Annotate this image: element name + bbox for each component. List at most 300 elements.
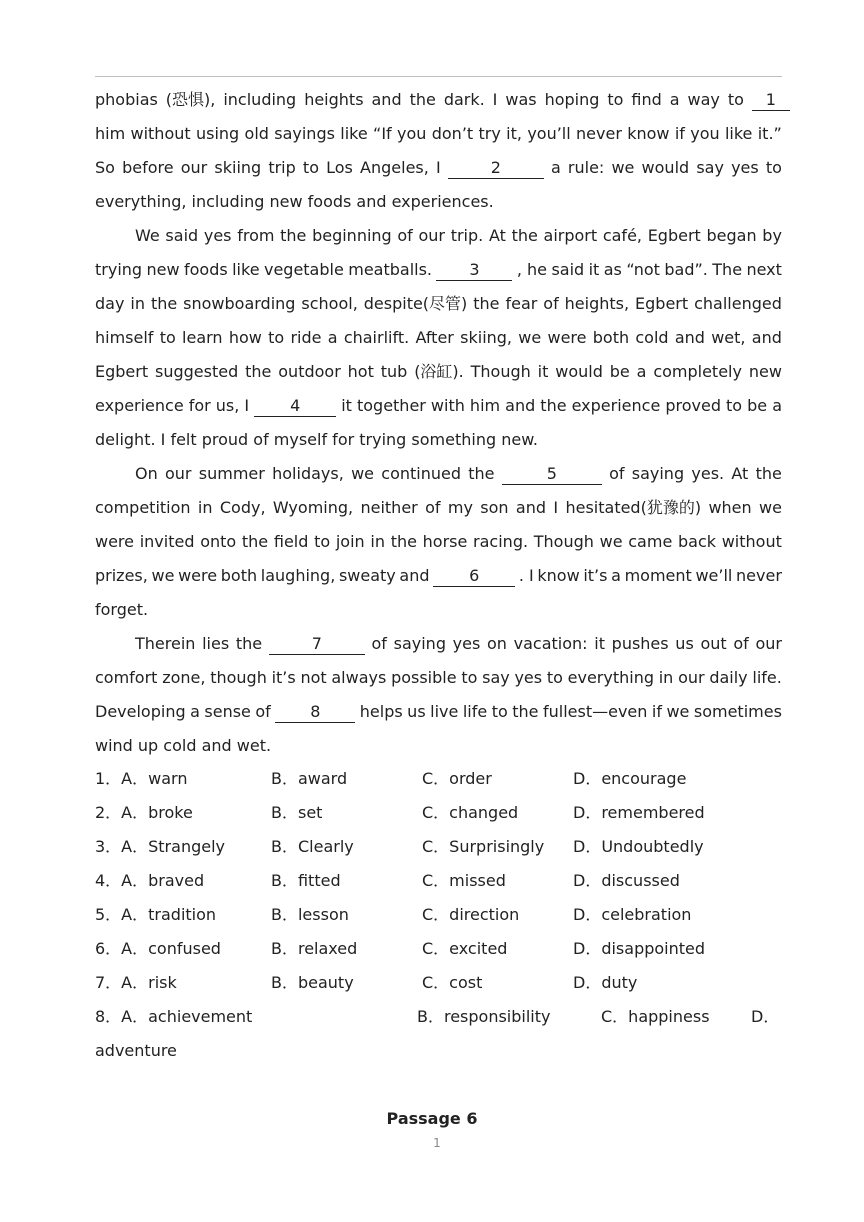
word: it’s: [583, 566, 608, 585]
word: phobias: [95, 90, 158, 109]
word: Cody,: [219, 498, 266, 517]
word: sometimes: [693, 702, 782, 721]
option-c: C．cost: [422, 973, 483, 992]
word: helps: [359, 702, 403, 721]
word: I: [492, 90, 498, 109]
word: don’t: [431, 124, 474, 143]
word: skiing,: [460, 328, 513, 347]
word: yes: [452, 634, 481, 653]
word: to: [491, 702, 508, 721]
word: Los: [326, 158, 353, 177]
word: be: [609, 362, 630, 381]
word: was: [505, 90, 537, 109]
word: in: [130, 294, 145, 313]
word: and: [751, 328, 782, 347]
answer-blank: 2: [448, 158, 544, 179]
option-b: B．Clearly: [271, 837, 354, 856]
word: the: [755, 464, 782, 483]
word: before: [122, 158, 174, 177]
word: “not: [626, 260, 660, 279]
word: the: [540, 396, 567, 415]
word: it,: [506, 124, 522, 143]
word: try: [478, 124, 501, 143]
word: though: [210, 668, 267, 687]
word: comfort: [95, 668, 158, 687]
passage-line: [95, 117, 782, 151]
word: a: [550, 158, 561, 177]
word: Wyoming,: [272, 498, 354, 517]
question-row: [95, 1034, 782, 1068]
word: the: [150, 294, 178, 313]
word: of: [255, 702, 271, 721]
word: in: [370, 532, 385, 551]
word: rule:: [567, 158, 605, 177]
passage-line: [95, 491, 782, 525]
word: zone,: [162, 668, 206, 687]
option-c: C．Surprisingly: [422, 837, 545, 856]
answer-blank: 6: [433, 566, 515, 587]
word: a: [190, 702, 200, 721]
word: say: [696, 158, 724, 177]
option-b: B．beauty: [271, 973, 354, 992]
option-d: D．celebration: [573, 905, 692, 924]
word: lies: [202, 634, 230, 653]
word: school,: [301, 294, 358, 313]
passage-line: [95, 219, 782, 253]
word: racing.: [473, 532, 529, 551]
word: him: [469, 396, 501, 415]
word: saying: [631, 464, 685, 483]
answer-blank: 1: [752, 90, 790, 111]
word: outdoor: [278, 362, 341, 381]
word: sense: [204, 702, 251, 721]
word: began: [706, 226, 757, 245]
word: sweaty: [338, 566, 396, 585]
word: a: [772, 396, 782, 415]
word: the: [473, 294, 500, 313]
word: said: [551, 260, 585, 279]
word: in: [658, 668, 674, 687]
question-row: [95, 966, 782, 1000]
word: our: [180, 158, 208, 177]
word: beginning: [312, 226, 392, 245]
word: Egbert: [95, 362, 149, 381]
word: to: [607, 90, 624, 109]
word: the: [280, 226, 307, 245]
word: both: [592, 328, 630, 347]
word: So: [95, 158, 115, 177]
word: daily: [709, 668, 748, 687]
word: were: [178, 566, 218, 585]
word: the: [409, 90, 436, 109]
word: using: [195, 124, 240, 143]
word: field: [273, 532, 309, 551]
word: to: [765, 158, 782, 177]
word: the: [512, 702, 539, 721]
passage-line: forget.: [95, 600, 149, 619]
word: hesitated(犹豫的): [565, 498, 702, 517]
option-b: B．set: [271, 803, 323, 822]
word: of: [609, 464, 625, 483]
question-row: [95, 762, 782, 796]
question-row: [95, 864, 782, 898]
word: way: [687, 90, 720, 109]
word: it: [588, 260, 600, 279]
word: Though: [470, 362, 531, 381]
word: say: [482, 668, 510, 687]
word: fullest—even: [542, 702, 648, 721]
option-c: C．direction: [422, 905, 520, 924]
word: we: [151, 566, 175, 585]
passage-line: [95, 695, 782, 729]
word: together: [356, 396, 426, 415]
word: like: [232, 260, 260, 279]
word: if: [674, 124, 685, 143]
word: challenged: [694, 294, 782, 313]
option-c: C．changed: [422, 803, 519, 822]
word: trying: [95, 260, 143, 279]
option-c: C．order: [422, 769, 492, 788]
option-d: D．duty: [573, 973, 638, 992]
word: wet,: [711, 328, 746, 347]
word: it: [341, 396, 352, 415]
passage-line: delight. I felt proud of myself for trying something new.: [95, 430, 538, 449]
word: the: [241, 532, 269, 551]
word: of: [543, 294, 559, 313]
word: horse: [422, 532, 468, 551]
question-row: [95, 898, 782, 932]
word: airport: [543, 226, 598, 245]
word: never: [736, 566, 782, 585]
answer-blank: 4: [254, 396, 336, 417]
passage-line: wind up cold and wet.: [95, 736, 272, 755]
word: we: [666, 702, 690, 721]
word: us,: [215, 396, 240, 415]
option-a: 5．A．tradition: [95, 905, 217, 924]
word: café,: [602, 226, 642, 245]
answer-blank: 8: [275, 702, 355, 723]
word: us: [407, 702, 426, 721]
option-a: 1．A．warn: [95, 769, 188, 788]
passage-line: [95, 559, 782, 593]
passage-text: [95, 83, 782, 763]
option-a: 8．A．achievement: [95, 1007, 253, 1026]
word: the: [390, 532, 417, 551]
word: completely: [653, 362, 742, 381]
answer-blank: 3: [436, 260, 512, 281]
passage-line: [95, 287, 782, 321]
word: our: [418, 226, 446, 245]
word: we: [599, 532, 623, 551]
word: when: [708, 498, 752, 517]
word: it.”: [757, 124, 782, 143]
word: like: [340, 124, 368, 143]
word: (浴缸).: [414, 362, 464, 381]
word: to: [302, 158, 319, 177]
word: him: [95, 124, 126, 143]
option-b: B．fitted: [271, 871, 341, 890]
word: the: [245, 362, 272, 381]
option-a: 2．A．broke: [95, 803, 193, 822]
passage-line: [95, 457, 782, 491]
word: like: [724, 124, 753, 143]
option-b: B．relaxed: [271, 939, 358, 958]
word: despite(尽管): [363, 294, 468, 313]
word: our: [678, 668, 705, 687]
word: a: [327, 328, 338, 347]
option-b: B．lesson: [271, 905, 349, 924]
page-number: 1: [433, 1136, 441, 1150]
word: we: [759, 498, 782, 517]
option-a: 4．A．braved: [95, 871, 205, 890]
word: a: [611, 566, 621, 585]
word: we’ll: [695, 566, 733, 585]
word: of: [733, 634, 749, 653]
option-d-continued: adventure: [95, 1041, 177, 1060]
word: including: [223, 90, 297, 109]
word: hot: [347, 362, 374, 381]
word: know: [627, 124, 670, 143]
word: us: [675, 634, 694, 653]
answer-blank: 7: [269, 634, 365, 655]
word: with: [430, 396, 465, 415]
option-a: 3．A．Strangely: [95, 837, 225, 856]
passage-line: [95, 389, 782, 423]
word: sayings: [274, 124, 335, 143]
word: and: [371, 90, 402, 109]
option-a: 6．A．confused: [95, 939, 221, 958]
word: in: [197, 498, 213, 517]
word: came: [628, 532, 673, 551]
word: “If: [373, 124, 392, 143]
passage-line: [95, 83, 790, 117]
word: holidays,: [272, 464, 344, 483]
word: (恐惧),: [165, 90, 216, 109]
word: it: [594, 634, 605, 653]
word: we: [351, 464, 374, 483]
option-b: B．award: [271, 769, 348, 788]
word: Angeles,: [360, 158, 429, 177]
word: would: [555, 362, 603, 381]
option-d: D．encourage: [573, 769, 687, 788]
word: ride: [290, 328, 322, 347]
word: you’ll: [527, 124, 571, 143]
word: heights: [304, 90, 364, 109]
word: of: [371, 634, 387, 653]
question-row: [95, 932, 782, 966]
word: find: [631, 90, 662, 109]
option-d: D．: [751, 1007, 780, 1026]
word: summer: [198, 464, 265, 483]
word: would: [641, 158, 690, 177]
word: moment: [624, 566, 692, 585]
word: it’s: [271, 668, 296, 687]
word: pushes: [611, 634, 669, 653]
word: always: [331, 668, 387, 687]
word: heights,: [564, 294, 630, 313]
word: invited: [139, 532, 195, 551]
word: hoping: [544, 90, 600, 109]
word: without: [721, 532, 782, 551]
word: of: [397, 226, 413, 245]
option-b: B．responsibility: [417, 1007, 551, 1026]
word: tub: [380, 362, 408, 381]
word: a: [669, 90, 680, 109]
option-c: C．missed: [422, 871, 506, 890]
word: experience: [571, 396, 661, 415]
word: new: [146, 260, 180, 279]
word: to: [314, 532, 331, 551]
word: son: [480, 498, 509, 517]
word: yes.: [691, 464, 725, 483]
question-row: [95, 796, 782, 830]
word: my: [447, 498, 473, 517]
word: we: [518, 328, 542, 347]
word: of: [425, 498, 441, 517]
word: Developing: [95, 702, 186, 721]
word: were: [547, 328, 587, 347]
option-a: 7．A．risk: [95, 973, 177, 992]
word: to: [268, 328, 285, 347]
passage-line: [95, 253, 782, 287]
passage-line: [95, 661, 782, 695]
word: and: [505, 396, 536, 415]
word: yes: [731, 158, 759, 177]
word: new: [748, 362, 782, 381]
word: a: [636, 362, 647, 381]
word: continued: [381, 464, 461, 483]
word: life: [462, 702, 488, 721]
word: Therein: [135, 634, 196, 653]
word: I: [435, 158, 441, 177]
word: At: [488, 226, 506, 245]
answer-options: [95, 762, 782, 1068]
word: snowboarding: [183, 294, 296, 313]
word: old: [244, 124, 269, 143]
question-row: [95, 1000, 782, 1034]
word: by: [762, 226, 782, 245]
word: suggested: [155, 362, 239, 381]
word: were: [95, 532, 134, 551]
word: vacation:: [513, 634, 588, 653]
word: bad”.: [664, 260, 708, 279]
word: our: [165, 464, 192, 483]
word: our: [755, 634, 782, 653]
word: to: [726, 396, 743, 415]
word: you: [397, 124, 427, 143]
option-d: D．disappointed: [573, 939, 706, 958]
word: the: [468, 464, 495, 483]
passage-title: Passage 6: [386, 1109, 478, 1128]
word: on: [487, 634, 507, 653]
word: laughing,: [260, 566, 336, 585]
word: We: [135, 226, 160, 245]
word: never: [576, 124, 622, 143]
word: to: [461, 668, 478, 687]
word: to: [159, 328, 176, 347]
word: On: [135, 464, 158, 483]
word: vegetable: [263, 260, 344, 279]
word: The: [712, 260, 743, 279]
word: the: [511, 226, 538, 245]
word: chairlift.: [343, 328, 410, 347]
option-c: C．happiness: [601, 1007, 710, 1026]
word: trip.: [450, 226, 484, 245]
word: prizes,: [95, 566, 148, 585]
word: fear: [505, 294, 538, 313]
word: without: [130, 124, 191, 143]
word: Egbert: [647, 226, 701, 245]
word: I: [244, 396, 250, 415]
word: trip: [268, 158, 296, 177]
word: Though: [533, 532, 594, 551]
word: neither: [360, 498, 418, 517]
word: . I: [518, 566, 534, 585]
word: join: [335, 532, 365, 551]
word: as: [603, 260, 622, 279]
header-rule: [95, 76, 782, 77]
word: to: [546, 668, 563, 687]
word: cold: [635, 328, 669, 347]
word: competition: [95, 498, 191, 517]
option-d: D．discussed: [573, 871, 680, 890]
word: and: [399, 566, 430, 585]
word: you: [690, 124, 720, 143]
word: day: [95, 294, 125, 313]
word: , he: [516, 260, 548, 279]
word: the: [235, 634, 263, 653]
word: Egbert: [635, 294, 689, 313]
word: meatballs.: [348, 260, 433, 279]
word: next: [746, 260, 782, 279]
option-d: D．Undoubtedly: [573, 837, 704, 856]
question-row: [95, 830, 782, 864]
word: I: [553, 498, 559, 517]
word: At: [731, 464, 749, 483]
word: said: [165, 226, 199, 245]
word: not: [300, 668, 327, 687]
word: out: [700, 634, 727, 653]
word: saying: [393, 634, 446, 653]
word: life.: [752, 668, 782, 687]
word: foods: [183, 260, 228, 279]
passage-line: [95, 321, 782, 355]
word: and: [515, 498, 547, 517]
word: it: [537, 362, 549, 381]
word: both: [220, 566, 258, 585]
word: know: [537, 566, 580, 585]
word: to: [727, 90, 744, 109]
word: experience: [95, 396, 184, 415]
word: yes: [514, 668, 543, 687]
word: live: [430, 702, 459, 721]
passage-line: [95, 627, 782, 661]
word: we: [611, 158, 635, 177]
option-c: C．excited: [422, 939, 508, 958]
word: onto: [200, 532, 237, 551]
word: yes: [203, 226, 232, 245]
answer-blank: 5: [502, 464, 602, 485]
word: proved: [665, 396, 721, 415]
word: After: [415, 328, 454, 347]
word: himself: [95, 328, 154, 347]
word: be: [747, 396, 768, 415]
word: skiing: [214, 158, 262, 177]
word: learn: [182, 328, 223, 347]
word: for: [188, 396, 211, 415]
word: from: [237, 226, 275, 245]
word: and: [674, 328, 705, 347]
